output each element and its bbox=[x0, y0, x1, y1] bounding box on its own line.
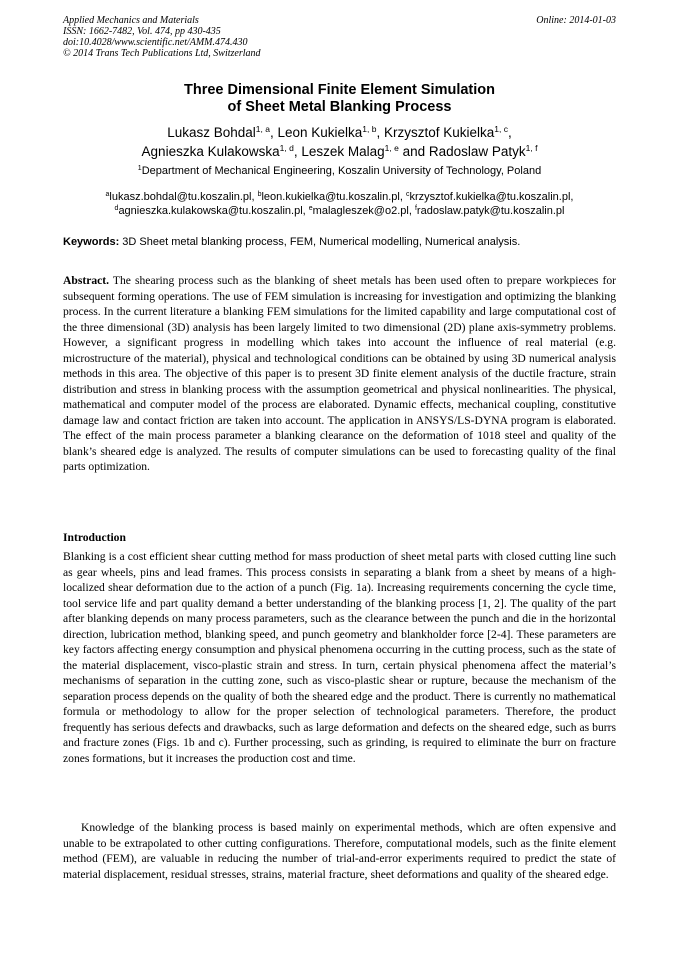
author-sep: , bbox=[376, 125, 384, 140]
email-sep: , bbox=[399, 191, 406, 203]
journal-name: Applied Mechanics and Materials bbox=[63, 15, 199, 26]
journal-header bbox=[63, 15, 616, 59]
email-sup: d bbox=[114, 205, 119, 212]
author-sep: , bbox=[269, 125, 278, 140]
email-address[interactable]: malagleszek@o2.pl bbox=[312, 205, 409, 217]
author-sep: , bbox=[508, 125, 512, 140]
journal-copyright: © 2014 Trans Tech Publications Ltd, Switzerland bbox=[63, 48, 261, 59]
email-sep: , bbox=[251, 191, 258, 203]
author-name: Lukasz Bohdal bbox=[167, 125, 256, 140]
email-address[interactable]: krzysztof.kukielka@tu.koszalin.pl bbox=[409, 191, 571, 203]
email-address[interactable]: leon.kukielka@tu.koszalin.pl bbox=[261, 191, 400, 203]
journal-doi: doi:10.4028/www.scientific.net/AMM.474.430 bbox=[63, 37, 248, 48]
author-sup: 1, e bbox=[384, 143, 399, 153]
author-sep: , bbox=[293, 144, 302, 159]
author-name: Radoslaw Patyk bbox=[428, 144, 526, 159]
email-sup: b bbox=[257, 191, 262, 198]
author-name: Agnieszka Kulakowska bbox=[141, 144, 280, 159]
email-sup: c bbox=[405, 191, 410, 198]
keywords-label: Keywords: bbox=[63, 236, 120, 248]
abstract bbox=[63, 273, 616, 475]
abstract-label: Abstract. bbox=[63, 274, 110, 287]
intro-paragraph-1: Blanking is a cost efficient shear cutting method for mass production of sheet metal parts with closed cutting line such as gear wheels, pins and lead frames. This process consists in separating a blank from a sheet by means of a high-localized shear deformation due to the action of a punch (Fig. 1a). Increasing requirements concerning the cycle time, tool service life and part quality demand a better understanding of the blanking process [1, 2]. The quality of the part after blanking depends on many process parameters, such as the clearance between the punch and die in the horizontal direction, lubrication method, blanking speed, and punch geometry and blankholder force [2-4]. These parameters are key factors affecting energy consumption and physical phenomena occurring in the cutting process, such as the state of the material displacement, visco-plastic strain and stress. In turn, certain physical phenomena affect the material’s mechanisms of separation in the cutting zone, such as visco-plastic shear or rupture, because the mechanism of the separation process depends on the quality of both the sheared edge and the product. There is currently no mathematical formula or methodology to allow for the proper selection of technological parameters. Therefore, the product frequently has serious defects and drawbacks, such as large deformation and defects on the sheared edge, such as burrs and fracture zones (Figs. 1b and c). Further processing, such as grinding, is required to eliminate the burr on fracture zones formations, but it increases the production cost and time. bbox=[63, 550, 616, 765]
author-sup: 1, f bbox=[525, 143, 538, 153]
email-sup: f bbox=[414, 205, 417, 212]
email-address[interactable]: radoslaw.patyk@tu.koszalin.pl bbox=[416, 205, 565, 217]
journal-issn: ISSN: 1662-7482, Vol. 474, pp 430-435 bbox=[63, 26, 221, 37]
author-sup: 1, a bbox=[255, 124, 270, 134]
author-sep: and bbox=[398, 144, 429, 159]
email-address[interactable]: lukasz.bohdal@tu.koszalin.pl bbox=[109, 191, 252, 203]
email-sep: , bbox=[302, 205, 309, 217]
section-heading-introduction: Introduction bbox=[63, 531, 126, 544]
author-sup: 1, d bbox=[279, 143, 294, 153]
email-sup: e bbox=[308, 205, 313, 212]
email-address[interactable]: agnieszka.kulakowska@tu.koszalin.pl bbox=[118, 205, 303, 217]
email-list bbox=[63, 190, 616, 218]
online-date: Online: 2014-01-03 bbox=[536, 15, 616, 26]
email-sep: , bbox=[570, 191, 574, 203]
author-list bbox=[63, 123, 616, 161]
email-sup: a bbox=[105, 191, 110, 198]
abstract-text: The shearing process such as the blanking of sheet metals has been used often to prepare workpieces for subsequent forming operations. The use of FEM simulation is increasing for investigation and optimizing the blanking process. In the current literature a blanking FEM simulations for the limited capability and large computational cost of the three dimensional (3D) analysis has been largely limited to two dimensional (2D) plane axis-symmetry problems. However, a significant progress in modelling which takes into account the influence of real material (e.g. microstructure of the material), physical and technological conditions can be obtained by using 3D numerical analysis methods in this area. The objective of this paper is to present 3D finite element analysis of the ductile fracture, strain distribution and stress in blanking process with the assumption geometrical and physical nonlinearities. The physical, mathematical and computer model of the process are elaborated. Dynamic effects, mechanical coupling, constitutive damage law and contact friction are taken into account. The application in ANSYS/LS-DYNA program is elaborated. The effect of the main process parameter a blanking clearance on the deformation of 1018 steel and quality of the blank’s sheared edge is analyzed. The results of computer simulations can be used to forecasting quality of the final parts optimization. bbox=[63, 274, 616, 473]
author-name: Krzysztof Kukielka bbox=[384, 125, 495, 140]
paper-title bbox=[63, 82, 616, 116]
author-sup: 1, c bbox=[494, 124, 508, 134]
keywords bbox=[63, 236, 616, 249]
title-line-2: of Sheet Metal Blanking Process bbox=[227, 99, 452, 115]
affiliation-text: Department of Mechanical Engineering, Koszalin University of Technology, Poland bbox=[141, 165, 542, 177]
email-sep: , bbox=[408, 205, 415, 217]
affiliation bbox=[63, 165, 616, 178]
keywords-text: 3D Sheet metal blanking process, FEM, Numerical modelling, Numerical analysis. bbox=[119, 236, 521, 248]
author-name: Leszek Malag bbox=[301, 144, 385, 159]
affiliation-sup: 1 bbox=[137, 165, 142, 172]
intro-paragraph-2: Knowledge of the blanking process is based mainly on experimental methods, which are often expensive and unable to be extrapolated to other cutting configurations. Therefore, computational models, such as the finite element method (FEM), are valuable in reducing the number of trial-and-error experiments required to predict the state of material displacement, residual stresses, strains, material fracture, sheet deformations and quality of the sheared edge. bbox=[63, 821, 616, 881]
author-name: Leon Kukielka bbox=[277, 125, 363, 140]
title-line-1: Three Dimensional Finite Element Simulation bbox=[184, 82, 495, 98]
author-sup: 1, b bbox=[362, 124, 377, 134]
